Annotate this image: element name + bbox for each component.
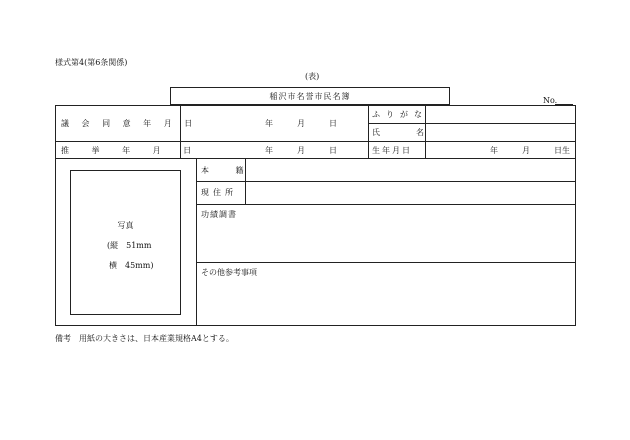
photo-box: [70, 170, 181, 315]
photo-width-text: 横 45mm): [109, 261, 154, 270]
photo-label: 写真: [117, 221, 134, 230]
photo-column-divider: [196, 158, 197, 326]
address-divider: [196, 204, 576, 205]
birth-date-label: 生年月日: [372, 146, 412, 155]
recommend-date-value: 年 月 日: [265, 146, 337, 155]
col-divider-2: [368, 105, 369, 158]
number-label: No.: [543, 96, 558, 105]
page-title: 稲沢市名誉市民名簿: [269, 92, 351, 101]
assembly-date-value: 年 月 日: [265, 119, 337, 128]
photo-height-text: (縦 51mm: [107, 241, 152, 250]
recommend-date-label: 推 挙 年 月 日: [61, 146, 202, 155]
assembly-date-label: 議 会 同 意 年 月 日: [61, 119, 198, 128]
name-label: 氏 名: [372, 128, 438, 137]
achievements-label: 功績調書: [201, 210, 237, 219]
title-box: [170, 87, 450, 105]
birth-date-value: 年 月 日生: [490, 146, 570, 155]
furigana-divider: [368, 123, 576, 124]
row-divider-1: [55, 141, 576, 142]
honseki-label: 本 籍: [201, 166, 256, 175]
honseki-divider: [196, 181, 576, 182]
front-side-label: (表): [305, 72, 320, 81]
furigana-label: ふりがな: [372, 110, 428, 119]
footer-note: 備考 用紙の大きさは、日本産業規格A4とする。: [55, 334, 234, 343]
row-divider-2: [55, 158, 576, 159]
other-notes-label: その他参考事項: [201, 268, 257, 277]
label-column-divider: [245, 158, 246, 204]
address-label: 現住所: [201, 188, 237, 197]
form-number-label: 様式第4(第6条関係): [55, 58, 128, 67]
achievements-divider: [196, 262, 576, 263]
